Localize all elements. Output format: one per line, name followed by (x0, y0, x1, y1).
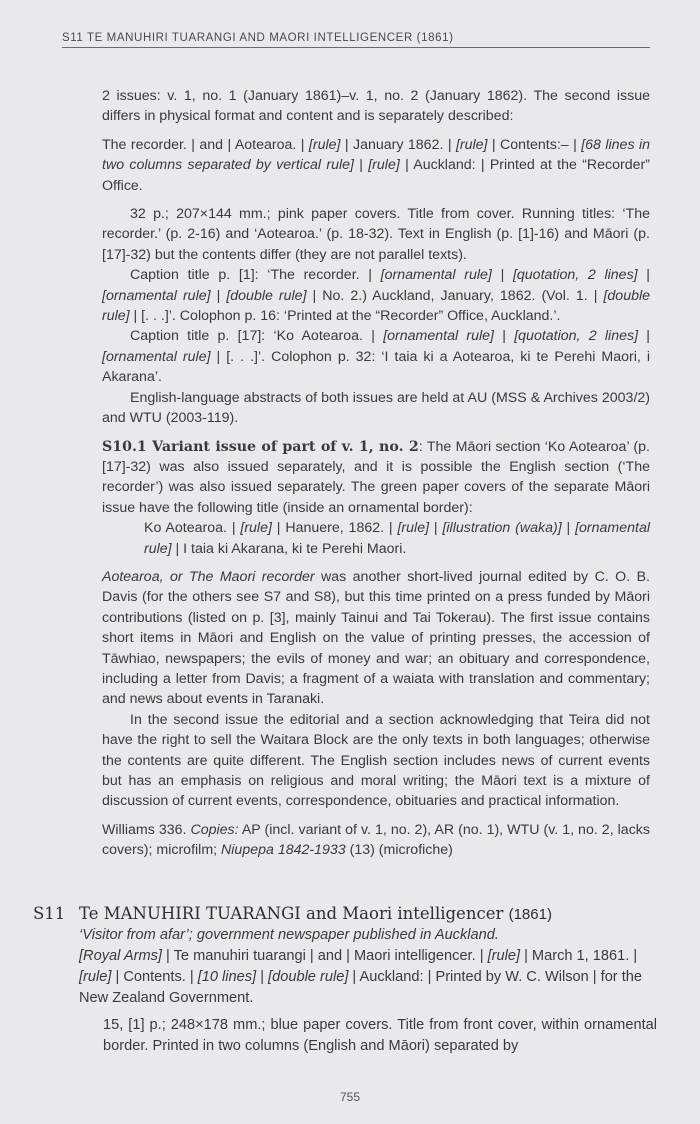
entry-number: S11 (33, 904, 66, 923)
running-head: S11 TE MANUHIRI TUARANGI AND MAORI INTELLIGENCER (1861) (62, 32, 650, 48)
caption-title-2: Caption title p. [17]: ‘Ko Aotearoa. | [ornamental rule] | [quotation, 2 lines] | [ornamental rule] | [. . .]’. Colophon p. 32: ‘I taia ki a Aotearoa, ki te Perehi Maori, i Akarana’. (102, 328, 650, 386)
issues-paragraph: 2 issues: v. 1, no. 1 (January 1861)–v. 1, no. 2 (January 1862). The second issue differs in physical format and content and is separately described: (102, 88, 650, 125)
variant-paragraph: S10.1 Variant issue of part of v. 1, no. 2: The Māori section ‘Ko Aotearoa’ (p. [17]-32) was also issued separately, and it is possible the English section (‘The recorder’) was also issued separately. The green paper covers of the separate Māori issue have the following title (inside an ornamental border): (102, 438, 650, 516)
collation-paragraph: 32 p.; 207×144 mm.; pink paper covers. Title from cover. Running titles: ‘The recorder.’ (p. 2-16) and ‘Aotearoa.’ (p. 18-32). Text in English (p. [1]-16) and Māori (p. [17]-32) but the contents differ (they are not parallel texts). (102, 206, 650, 263)
entry-body (79, 903, 657, 1057)
copies-paragraph: Williams 336. Copies: AP (incl. variant of v. 1, no. 2), AR (no. 1), WTU (v. 1, no. 2, lacks covers); microfilm; Niupepa 1842-1933 (13) (microfiche) (102, 821, 650, 859)
variant-title-transcription: Ko Aotearoa. | [rule] | Hanuere, 1862. | [rule] | [illustration (waka)] | [ornamental rule] | I taia ki Akarana, ki te Perehi Maori. (144, 520, 650, 557)
entry-subtitle: ‘Visitor from afar’; government newspaper published in Auckland. (79, 927, 499, 943)
title-transcription: The recorder. | and | Aotearoa. | [rule] | January 1862. | [rule] | Contents:– | [68 lines in two columns separated by vertical rule] | [rule] | Auckland: | Printed at the “Recorder” Office. (102, 136, 651, 194)
entry-collation: 15, [1] p.; 248×178 mm.; blue paper covers. Title from front cover, within ornamental border. Printed in two columns (English and Māori) separated by (103, 1017, 657, 1054)
page-number: 755 (339, 1090, 361, 1104)
description-paragraph-1: Aotearoa, or The Maori recorder was another short-lived journal edited by C. O. B. Davis (for the others see S7 and S8), but this time printed on a press funded by Māori contributions (listed on p. [3], mainly Tainui and Tai Tokerau). The first issue contains short items in Māori and English on the value of printing presses, the accession of Tāwhiao, newspapers; the evils of money and war; an obituary and correspondence, including a letter from Davis; a fragment of a waiata with translation and commentary; and news about events in Taranaki. (102, 568, 650, 708)
caption-title-1: Caption title p. [1]: ‘The recorder. | [ornamental rule] | [quotation, 2 lines] | [ornamental rule] | [double rule] | No. 2.) Auckland, January, 1862. (Vol. 1. | [double rule] | [. . .]’. Colophon p. 16: ‘Printed at the “Recorder” Office, Auckland.’. (102, 267, 651, 325)
entry-title: Te MANUHIRI TUARANGI and Maori intelligencer (1861) (79, 904, 552, 923)
s10-continuation (102, 86, 650, 861)
description-paragraph-2: In the second issue the editorial and a section acknowledging that Teira did not have the right to sell the Waitara Block are the only texts in both languages; otherwise the contents are quite different. The English section includes news of current events but has an emphasis on religious and moral writing; the Māori text is a mixture of discussion of current events, correspondence, obituaries and practical information. (102, 711, 650, 810)
entry-title-transcription: [Royal Arms] | Te manuhiri tuarangi | and | Maori intelligencer. | [rule] | March 1, 1861. | [rule] | Contents. | [10 lines] | [double rule] | Auckland: | Printed by W. C. Wilson | for the New Zealand Government. (79, 948, 643, 1006)
variant-heading: S10.1 Variant issue of part of v. 1, no. 2 (102, 438, 419, 455)
abstracts-paragraph: English-language abstracts of both issues are held at AU (MSS & Archives 2003/2) and WTU (2003-119). (102, 389, 650, 427)
